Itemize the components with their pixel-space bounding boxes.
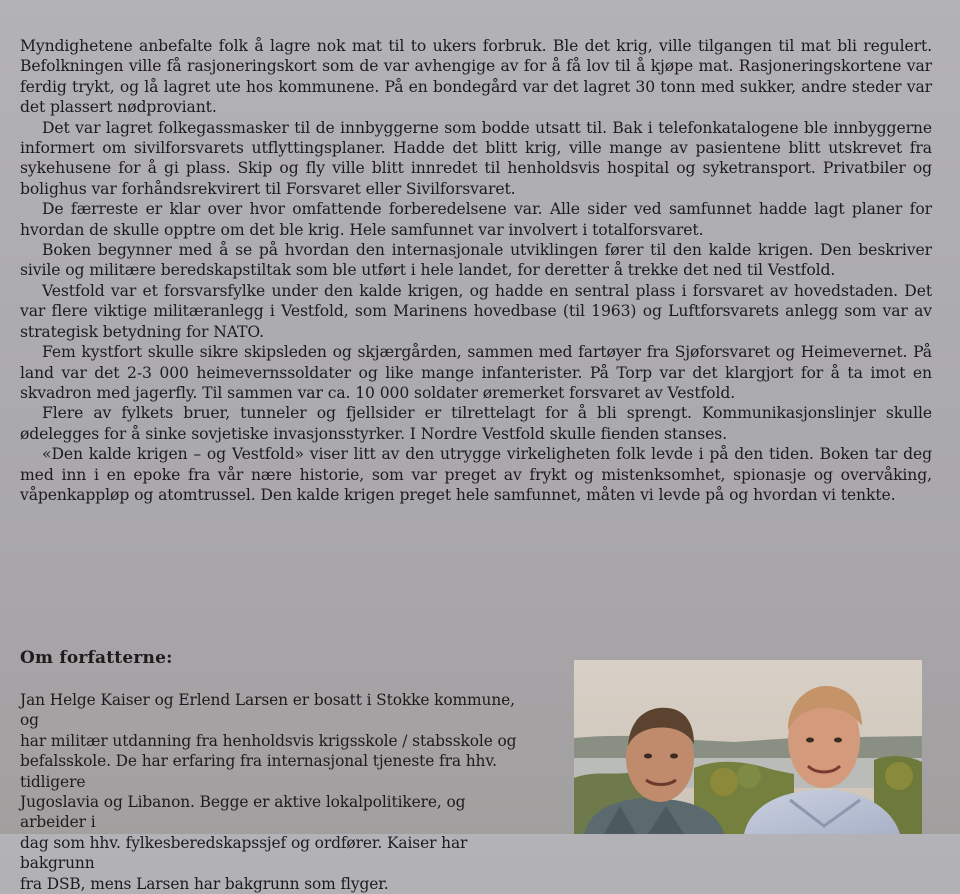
bio-line: befalsskole. De har erfaring fra internasjonal tjeneste fra hhv. tidligere — [20, 752, 497, 791]
bio-line: Jan Helge Kaiser og Erlend Larsen er bosatt i Stokke kommune, og — [20, 691, 515, 730]
authors-photo — [574, 660, 922, 834]
bio-line: har militær utdanning fra henholdsvis krigsskole / stabsskole og — [20, 731, 517, 750]
paragraph: Vestfold var et forsvarsfylke under den kalde krigen, og hadde en sentral plass i forsvaret av hovedstaden. Det var flere viktige militæranlegg i Vestfold, som Marinens hovedbase (til 1963) og Luftforsvarets anlegg som var av strategisk betydning for NATO. — [20, 281, 932, 341]
bio-line: Jugoslavia og Libanon. Begge er aktive lokalpolitikere, og arbeider i — [20, 793, 466, 832]
paragraph: Boken begynner med å se på hvordan den internasjonale utviklingen fører til den kalde krigen. Den beskriver sivile og militære beredskapstiltak som ble utført i hele landet, for deretter å trekke det ned til Vestfold. — [20, 241, 932, 280]
paragraph: Flere av fylkets bruer, tunneler og fjellsider er tilrettelagt for å bli sprengt. Kommunikasjonslinjer skulle ødelegges for å sinke sovjetiske invasjonsstyrker. I Nordre Vestfold skulle fienden stanses. — [20, 404, 932, 443]
paragraph: Myndighetene anbefalte folk å lagre nok mat til to ukers forbruk. Ble det krig, ville tilgangen til mat bli regulert. Befolkningen ville få rasjoneringskort som de var avhengige av for å få lov til å kjøpe mat. Rasjoneringskortene var ferdig trykt, og lå lagret ute hos kommunene. På en bondegård var det lagret 30 tonn med sukker, andre steder var det plassert nødproviant. — [20, 37, 932, 117]
paragraph: Fem kystfort skulle sikre skipsleden og skjærgården, sammen med fartøyer fra Sjøforsvaret og Heimevernet. På land var det 2-3 000 heimevernssoldater og like mange infanterister. På Torp var det klargjort for å ta imot en skvadron med jagerfly. Til sammen var ca. 10 000 soldater øremerket forsvaret av Vestfold. — [20, 343, 932, 402]
paragraph: «Den kalde krigen – og Vestfold» viser litt av den utrygge virkeligheten folk levde i på den tiden. Boken tar deg med inn i en epoke fra vår nære historie, som var preget av frykt og mistenksomhet, spionasje og overvåking, våpenkappløp og atomtrussel. Den kalde krigen preget hele samfunnet, måten vi levde på og hvordan vi tenkte. — [20, 445, 932, 504]
paragraph: Det var lagret folkegassmasker til de innbyggerne som bodde utsatt til. Bak i telefonkatalogene ble innbyggerne informert om sivilforsvarets utflyttingsplaner. Hadde det blitt krig, ville mange av pasientene blitt utskrevet fra sykehusene for å gi plass. Skip og fly ville blitt innredet til henholdsvis hospital og syketransport. Privatbiler og bolighus var forhåndsrekvirert til Forsvaret eller Sivilforsvaret. — [20, 118, 932, 198]
bio-line: dag som hhv. fylkesberedskapssjef og ordfører. Kaiser har bakgrunn — [20, 833, 468, 873]
description-text — [20, 36, 932, 505]
authors-photo-image — [574, 660, 922, 834]
paragraph: De færreste er klar over hvor omfattende forberedelsene var. Alle sider ved samfunnet hadde lagt planer for hvordan de skulle opptre om det ble krig. Hele samfunnet var involvert i totalforsvaret. — [20, 200, 932, 239]
authors-bio — [20, 690, 532, 894]
authors-heading: Om forfatterne: — [20, 648, 173, 668]
bio-line: fra DSB, mens Larsen har bakgrunn som flyger. — [20, 874, 389, 893]
